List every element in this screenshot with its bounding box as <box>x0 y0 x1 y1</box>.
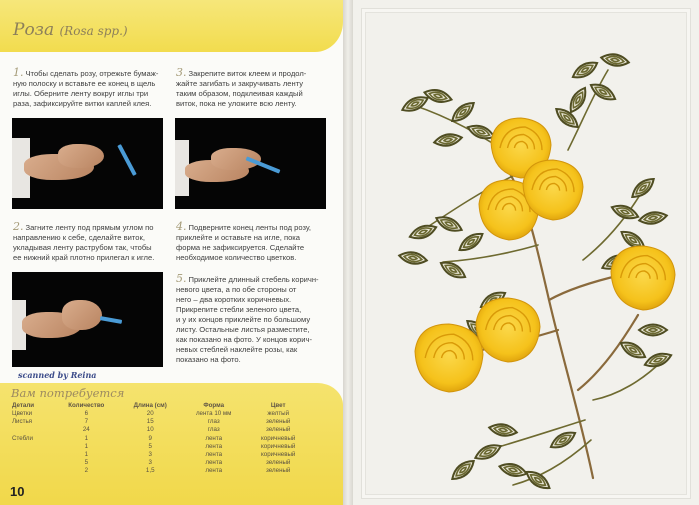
quilled-leaf <box>643 350 673 370</box>
table-cell: зеленый <box>266 467 291 475</box>
step-2-photo <box>12 272 163 367</box>
quilled-rose-artwork <box>353 0 699 505</box>
col-length: Длина (см) <box>133 402 167 409</box>
quilled-leaf <box>638 210 667 226</box>
quilled-rose <box>415 324 483 392</box>
quilled-leaf <box>618 338 648 362</box>
table-row <box>10 451 310 459</box>
table-cell: лента <box>205 459 223 467</box>
step-number: 3. <box>176 66 187 79</box>
table-cell: зеленый <box>266 418 291 426</box>
table-cell: коричневый <box>261 442 296 450</box>
table-cell: глаз <box>207 426 220 434</box>
quilled-leaf <box>456 229 485 254</box>
quilled-leaf <box>433 132 462 148</box>
table-cell: лента <box>205 442 223 450</box>
materials-table <box>10 402 310 476</box>
left-page <box>0 0 343 505</box>
step-4 <box>176 222 336 263</box>
table-cell: 3 <box>148 459 152 467</box>
table-cell: 7 <box>84 418 89 426</box>
table-cell: 5 <box>148 442 152 450</box>
table-row <box>10 426 310 434</box>
col-parts: Детали <box>12 402 35 409</box>
table-row <box>10 459 310 467</box>
table-cell: лента <box>205 451 223 459</box>
step-2 <box>13 222 175 263</box>
table-cell: 6 <box>84 410 89 417</box>
table-cell: желтый <box>267 410 290 417</box>
step-1 <box>13 68 173 109</box>
quilled-leaf <box>629 175 658 201</box>
materials-body <box>10 410 310 476</box>
quilled-rose <box>476 298 540 362</box>
table-cell: 2 <box>84 467 89 475</box>
table-row <box>10 443 310 451</box>
page-number: 10 <box>10 484 25 499</box>
table-cell: коричневый <box>261 434 296 442</box>
table-cell: 1 <box>84 442 89 450</box>
step-5 <box>176 274 336 365</box>
table-cell: 1,5 <box>145 467 155 475</box>
table-cell: Листья <box>12 418 33 426</box>
quilled-leaf <box>408 222 438 242</box>
step-text: Закрепите виток клеем и продол- жайте загибать и закручивать ленту таким образом, подклеивая каждый виток, пока не уложите всю ленту. <box>176 69 307 108</box>
step-text: Чтобы сделать розу, отрежьте бумаж- ную полоску и вставьте ее конец в щель иглы. Оберните ленту вокруг иглы три раза, зафиксируйте витки каплей клея. <box>13 69 159 108</box>
step-3-photo <box>175 118 326 209</box>
col-quantity: Количество <box>68 402 105 409</box>
step-number: 5. <box>176 272 187 285</box>
quilled-leaf <box>548 428 578 452</box>
quilled-leaf <box>434 213 464 235</box>
table-cell <box>10 451 53 459</box>
step-number: 2. <box>13 220 24 233</box>
table-cell: глаз <box>207 418 220 426</box>
table-cell <box>10 443 53 451</box>
table-cell <box>10 426 53 434</box>
table-cell: Стебли <box>12 434 33 442</box>
quilled-leaf <box>398 250 427 266</box>
col-shape: Форма <box>203 402 225 409</box>
quilled-leaf <box>600 52 629 68</box>
step-number: 1. <box>13 66 24 79</box>
table-cell: лента <box>205 434 223 442</box>
quilled-leaf <box>610 202 640 222</box>
page-title <box>13 20 128 40</box>
quilled-leaf <box>570 58 600 82</box>
materials-title: Вам потребуется <box>11 386 125 400</box>
table-cell: 10 <box>146 426 154 434</box>
table-cell: 24 <box>82 426 90 434</box>
quilled-leaf <box>498 461 528 479</box>
table-cell: 5 <box>84 459 89 467</box>
title-main: Роза <box>13 20 55 40</box>
table-cell: лента 10 мм <box>195 410 232 417</box>
table-cell: 3 <box>148 451 152 459</box>
table-cell: зеленый <box>266 426 291 434</box>
quilled-leaf <box>473 441 503 463</box>
quilled-leaf <box>449 99 478 125</box>
table-row <box>10 435 310 443</box>
table-cell: зеленый <box>266 459 291 467</box>
step-text: Приклейте длинный стебель коричн- невого цвета, а по обе стороны от него – два коротких коричневых. Прикрепите стебли зеленого цвета, и у их концов приклейте по большому листу. Остальные листья разместите, как показано на фото. У концов корич- невых стеблей наклейте розы, как показано на фото. <box>176 275 319 364</box>
table-row <box>10 410 310 418</box>
step-3 <box>176 68 336 109</box>
scanned-credit: scanned by Reina <box>18 370 97 380</box>
quilled-leaf <box>400 93 430 115</box>
step-text: Загните ленту под прямым углом по направлению к себе, сделайте виток, укладывая ленту раструбом так, чтобы ее нижний край плотно прилегал к игле. <box>13 223 155 262</box>
table-cell: 15 <box>146 418 154 426</box>
table-cell: 20 <box>146 410 154 417</box>
step-number: 4. <box>176 220 187 233</box>
table-cell: Цветки <box>12 410 33 417</box>
table-cell: 9 <box>148 434 152 442</box>
col-color: Цвет <box>270 402 286 409</box>
step-text: Подверните конец ленты под розу, приклейте и оставьте на игле, пока форма не зафиксируется. Сделайте необходимое количество цветков. <box>176 223 312 262</box>
quilled-leaf <box>449 457 478 483</box>
right-page <box>353 0 699 505</box>
quilled-leaf <box>488 422 517 438</box>
table-cell: 1 <box>84 434 89 442</box>
title-latin: (Rosa spp.) <box>59 24 128 38</box>
table-cell <box>10 459 53 467</box>
table-cell: лента <box>205 467 223 475</box>
table-header-row <box>10 402 310 410</box>
book-gutter <box>343 0 353 505</box>
table-cell: 1 <box>84 451 89 459</box>
table-cell <box>10 467 53 475</box>
step-1-photo <box>12 118 163 209</box>
table-cell: коричневый <box>261 451 296 459</box>
quilled-leaf <box>639 325 667 336</box>
table-row <box>10 467 310 475</box>
quilled-leaf <box>423 87 453 105</box>
quilled-rose <box>611 246 675 310</box>
table-row <box>10 418 310 426</box>
